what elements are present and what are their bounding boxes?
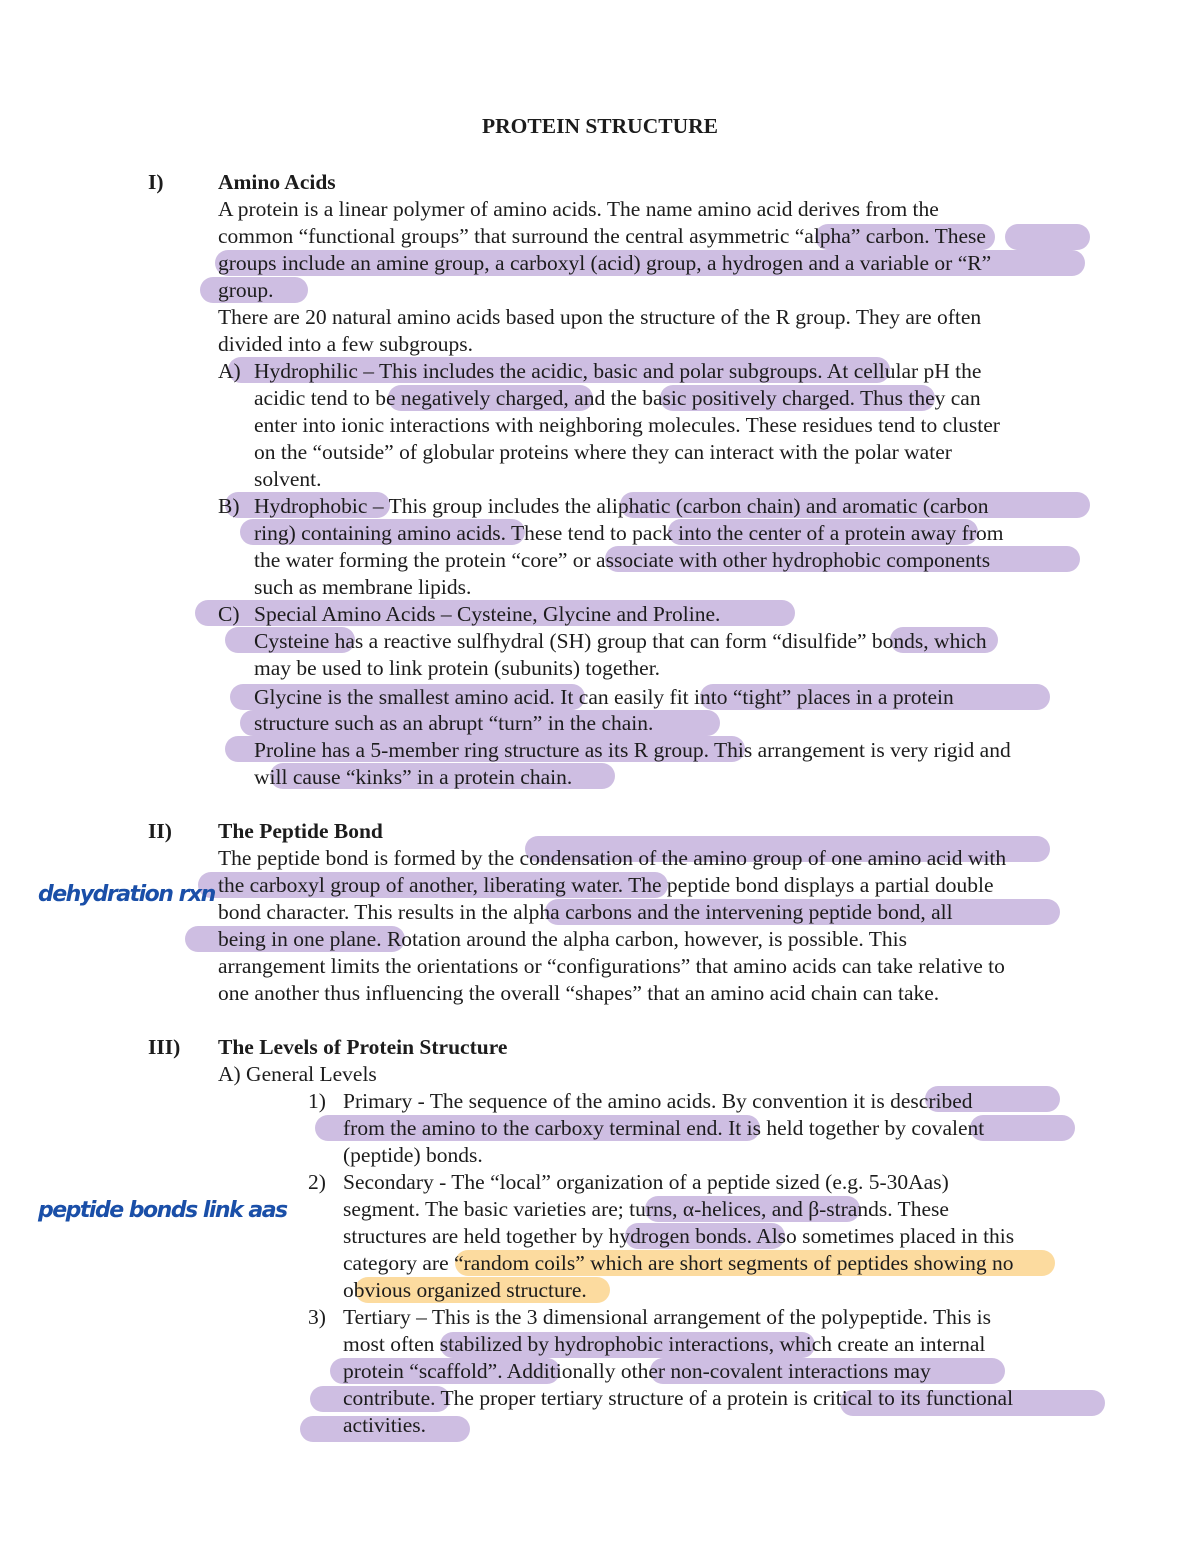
- document-title: PROTEIN STRUCTURE: [482, 114, 718, 138]
- list-item-line: Special Amino Acids – Cysteine, Glycine and Proline.: [254, 602, 721, 626]
- list-item-line: activities.: [343, 1413, 426, 1437]
- list-marker: A): [218, 359, 241, 383]
- list-item-line: Proline has a 5-member ring structure as its R group. This arrangement is very rigid and: [254, 738, 1011, 762]
- list-item-line: obvious organized structure.: [343, 1278, 587, 1302]
- list-item-line: contribute. The proper tertiary structure of a protein is critical to its functional: [343, 1386, 1014, 1410]
- list-marker: C): [218, 602, 240, 626]
- list-item-line: enter into ionic interactions with neighboring molecules. These residues tend to cluster: [254, 413, 1000, 437]
- list-item-line: from the amino to the carboxy terminal end. It is held together by covalent: [343, 1116, 985, 1140]
- list-marker: 1): [308, 1089, 326, 1113]
- section-number: II): [148, 819, 172, 843]
- list-item-line: acidic tend to be negatively charged, and the basic positively charged. Thus they can: [254, 386, 981, 410]
- section-heading: The Peptide Bond: [218, 819, 383, 843]
- list-marker: B): [218, 494, 240, 518]
- paragraph-line: one another thus influencing the overall “shapes” that an amino acid chain can take.: [218, 981, 940, 1005]
- list-item-line: most often stabilized by hydrophobic interactions, which create an internal: [343, 1332, 986, 1356]
- list-item-line: solvent.: [254, 467, 322, 491]
- list-item-line: may be used to link protein (subunits) together.: [254, 656, 661, 680]
- list-item-line: Secondary - The “local” organization of a peptide sized (e.g. 5-30Aas): [343, 1170, 949, 1194]
- list-item-line: structures are held together by hydrogen bonds. Also sometimes placed in this: [343, 1224, 1015, 1248]
- highlight-stroke: [1005, 224, 1090, 250]
- highlight-stroke: [970, 1115, 1075, 1141]
- list-item-line: Cysteine has a reactive sulfhydral (SH) group that can form “disulfide” bonds, which: [254, 629, 987, 653]
- list-item-line: such as membrane lipids.: [254, 575, 472, 599]
- paragraph-line: arrangement limits the orientations or “configurations” that amino acids can take relative to: [218, 954, 1005, 978]
- subsection-heading: A) General Levels: [218, 1062, 377, 1086]
- paragraph-line: groups include an amine group, a carboxyl (acid) group, a hydrogen and a variable or “R”: [218, 251, 992, 275]
- list-item-line: segment. The basic varieties are; turns, α-helices, and β-strands. These: [343, 1197, 949, 1221]
- margin-note-dehydration: dehydration rxn: [38, 882, 215, 907]
- list-marker: 3): [308, 1305, 326, 1329]
- list-item-line: will cause “kinks” in a protein chain.: [254, 765, 573, 789]
- list-item-line: Tertiary – This is the 3 dimensional arrangement of the polypeptide. This is: [343, 1305, 991, 1329]
- paragraph-line: bond character. This results in the alpha carbons and the intervening peptide bond, all: [218, 900, 953, 924]
- paragraph-line: A protein is a linear polymer of amino acids. The name amino acid derives from the: [218, 197, 939, 221]
- list-item-line: category are “random coils” which are short segments of peptides showing no: [343, 1251, 1014, 1275]
- list-marker: 2): [308, 1170, 326, 1194]
- list-item-line: structure such as an abrupt “turn” in the chain.: [254, 711, 654, 735]
- list-item-line: on the “outside” of globular proteins where they can interact with the polar water: [254, 440, 952, 464]
- paragraph-line: group.: [218, 278, 274, 302]
- list-item-line: (peptide) bonds.: [343, 1143, 483, 1167]
- section-heading: The Levels of Protein Structure: [218, 1035, 508, 1059]
- paragraph-line: The peptide bond is formed by the condensation of the amino group of one amino acid with: [218, 846, 1007, 870]
- section-number: III): [148, 1035, 181, 1059]
- margin-note-peptide-bonds: peptide bonds link aas: [38, 1198, 287, 1223]
- list-item-line: ring) containing amino acids. These tend to pack into the center of a protein away from: [254, 521, 1004, 545]
- paragraph-line: divided into a few subgroups.: [218, 332, 473, 356]
- list-item-line: Hydrophilic – This includes the acidic, basic and polar subgroups. At cellular pH the: [254, 359, 982, 383]
- list-item-line: Primary - The sequence of the amino acids. By convention it is described: [343, 1089, 973, 1113]
- paragraph-line: being in one plane. Rotation around the alpha carbon, however, is possible. This: [218, 927, 907, 951]
- list-item-line: protein “scaffold”. Additionally other non-covalent interactions may: [343, 1359, 931, 1383]
- paragraph-line: common “functional groups” that surround the central asymmetric “alpha” carbon. These: [218, 224, 986, 248]
- list-item-line: Hydrophobic – This group includes the aliphatic (carbon chain) and aromatic (carbon: [254, 494, 989, 518]
- list-item-line: Glycine is the smallest amino acid. It can easily fit into “tight” places in a protein: [254, 685, 954, 709]
- paragraph-line: the carboxyl group of another, liberating water. The peptide bond displays a partial double: [218, 873, 994, 897]
- list-item-line: the water forming the protein “core” or associate with other hydrophobic components: [254, 548, 991, 572]
- section-number: I): [148, 170, 164, 194]
- section-heading: Amino Acids: [218, 170, 336, 194]
- paragraph-line: There are 20 natural amino acids based upon the structure of the R group. They are often: [218, 305, 982, 329]
